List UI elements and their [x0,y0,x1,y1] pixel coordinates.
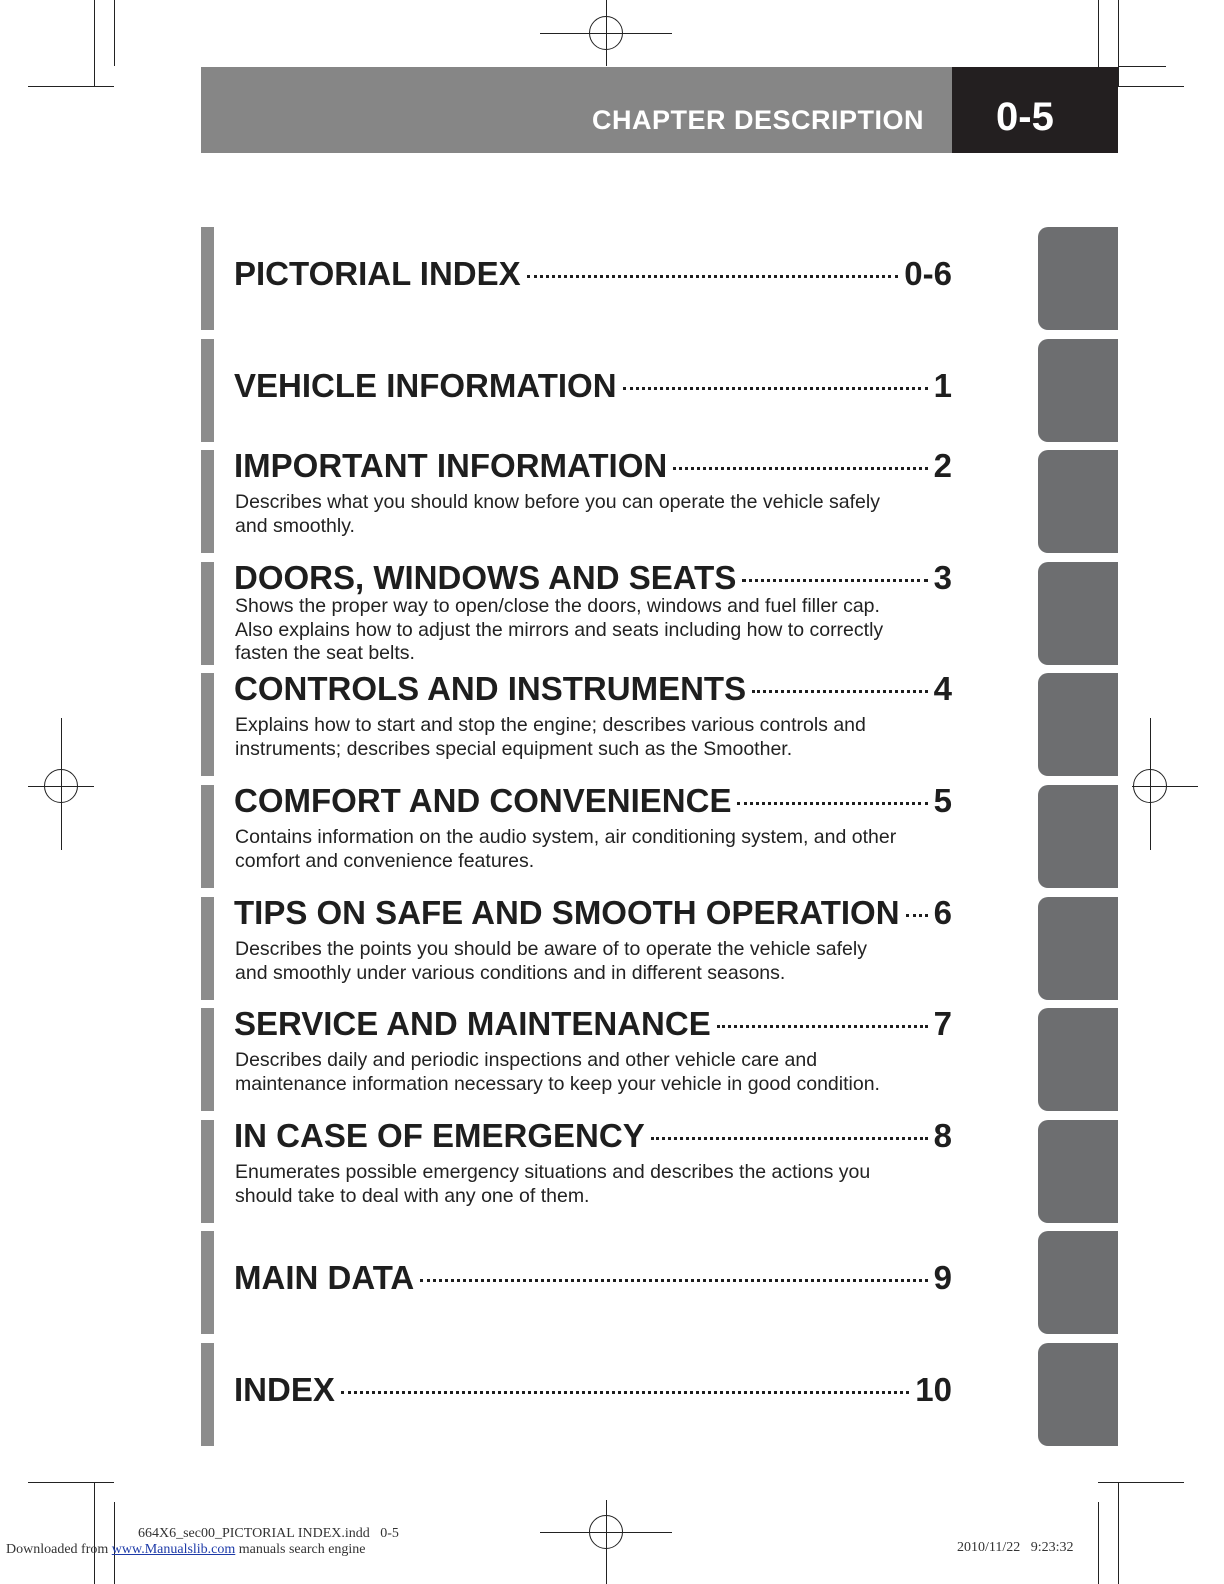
chapter-tab[interactable] [1038,897,1118,1000]
section-page: 2 [933,447,952,484]
leader-dots [623,387,928,390]
chapter-header [201,67,952,153]
section-page: 10 [915,1371,952,1408]
chapter-tab[interactable] [1038,562,1118,665]
section-title: TIPS ON SAFE AND SMOOTH OPERATION [234,894,900,931]
chapter-title: CHAPTER DESCRIPTION [591,105,924,135]
section-page: 7 [933,1005,952,1042]
chapter-tab[interactable] [1038,1343,1118,1446]
download-footer: Downloaded from www.Manualslib.com manuals search engine [6,1542,366,1557]
section-vehicle-information[interactable] [201,339,961,442]
section-important-information[interactable] [201,447,961,553]
section-bar [201,227,214,330]
page-number: 0-5 [996,95,1054,139]
toc-entry[interactable] [234,559,952,597]
section-page: 5 [933,782,952,819]
chapter-tab[interactable] [1038,227,1118,330]
section-bar [201,1008,214,1111]
section-title: SERVICE AND MAINTENANCE [234,1005,711,1042]
section-page: 9 [933,1259,952,1296]
section-pictorial-index[interactable] [201,227,961,330]
section-title: INDEX [234,1371,335,1408]
leader-dots [673,467,927,470]
manualslib-link[interactable]: www.Manualslib.com [111,1542,236,1557]
section-bar [201,1120,214,1223]
section-comfort-convenience[interactable] [201,782,961,888]
chapter-tab[interactable] [1038,450,1118,553]
toc-entry[interactable] [234,670,952,708]
chapter-tab[interactable] [1038,1231,1118,1334]
toc-entry[interactable] [234,1371,952,1409]
chapter-tab[interactable] [1038,1008,1118,1111]
section-title: VEHICLE INFORMATION [234,367,617,404]
section-title: MAIN DATA [234,1259,415,1296]
section-bar [201,562,214,665]
toc-entry[interactable] [234,782,952,820]
leader-dots [341,1391,909,1394]
section-index[interactable] [201,1343,961,1446]
leader-dots [906,914,928,917]
toc-entry[interactable] [234,447,952,485]
section-title: CONTROLS AND INSTRUMENTS [234,670,747,707]
chapter-tab[interactable] [1038,785,1118,888]
section-description: Describes daily and periodic inspections and other vehicle care and maintenance information necessary to keep your vehicle in good condition. [235,1049,880,1095]
section-description: Contains information on the audio system, air conditioning system, and other comfort and convenience features. [235,826,897,872]
section-bar [201,339,214,442]
section-bar [201,1231,214,1334]
section-main-data[interactable] [201,1231,961,1334]
leader-dots [752,690,928,693]
section-emergency[interactable] [201,1117,961,1223]
toc-entry[interactable] [234,367,952,405]
section-tips-safe-operation[interactable] [201,894,961,1000]
section-page: 0-6 [904,255,952,292]
section-bar [201,1343,214,1446]
toc-entry[interactable] [234,1259,952,1297]
section-title: IN CASE OF EMERGENCY [234,1117,645,1154]
chapter-tab[interactable] [1038,339,1118,442]
chapter-tab[interactable] [1038,673,1118,776]
leader-dots [737,802,927,805]
section-page: 4 [933,670,952,707]
section-description: Describes the points you should be aware of to operate the vehicle safely and smoothly under various conditions and in different seasons. [235,938,867,984]
section-bar [201,785,214,888]
toc-entry[interactable] [234,894,952,932]
section-bar [201,673,214,776]
section-title: IMPORTANT INFORMATION [234,447,668,484]
toc-entry[interactable] [234,255,952,293]
section-bar [201,897,214,1000]
leader-dots [420,1279,927,1282]
section-title: PICTORIAL INDEX [234,255,521,292]
leader-dots [651,1137,928,1140]
section-title: DOORS, WINDOWS AND SEATS [234,559,737,596]
section-description: Enumerates possible emergency situations and describes the actions you should take to deal with any one of them. [235,1161,871,1207]
chapter-tab[interactable] [1038,1120,1118,1223]
section-description: Shows the proper way to open/close the doors, windows and fuel filler cap. Also explains how to adjust the mirrors and seats including how to correctly fasten the seat belts. [235,595,884,664]
print-timestamp: 2010/11/22 9:23:32 [957,1540,1074,1555]
section-title: COMFORT AND CONVENIENCE [234,782,732,819]
leader-dots [742,579,927,582]
section-service-maintenance[interactable] [201,1005,961,1111]
section-page: 1 [933,367,952,404]
file-info: 664X6_sec00_PICTORIAL INDEX.indd 0-5 [138,1526,399,1541]
section-page: 8 [933,1117,952,1154]
section-controls-instruments[interactable] [201,670,961,776]
toc-entry[interactable] [234,1005,952,1043]
toc-entry[interactable] [234,1117,952,1155]
section-description: Explains how to start and stop the engine; describes various controls and instruments; describes special equipment such as the Smoother. [235,714,866,760]
section-doors-windows-seats[interactable] [201,559,961,665]
section-bar [201,450,214,553]
page-number-badge [952,67,1118,153]
leader-dots [527,275,899,278]
section-page: 3 [933,559,952,596]
leader-dots [717,1025,928,1028]
section-description: Describes what you should know before you can operate the vehicle safely and smoothly. [235,491,880,537]
section-page: 6 [933,894,952,931]
